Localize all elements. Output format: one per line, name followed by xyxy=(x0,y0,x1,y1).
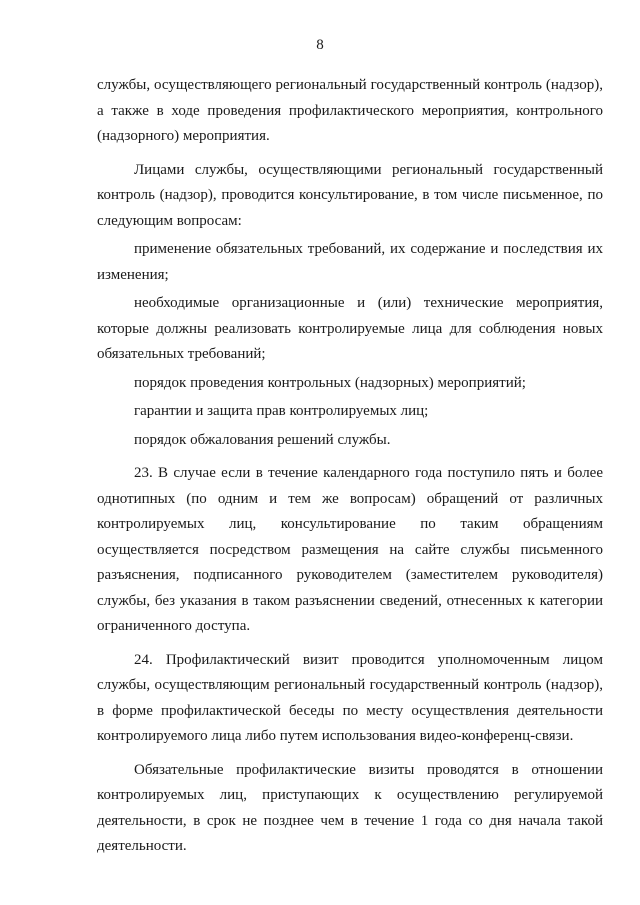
document-body xyxy=(97,73,603,860)
paragraph-consulting-intro: Лицами службы, осуществляющими региональный государственный контроль (надзор), проводится консультирование, в том числе письменное, по следующим вопросам: xyxy=(97,161,603,229)
paragraph-mandatory-visits: Обязательные профилактические визиты проводятся в отношении контролируемых лиц, приступающих к осуществлению регулируемой деятельности, в срок не позднее чем в течение 1 года со дня начала такой деятельности. xyxy=(97,761,603,854)
paragraph-item-23: 23. В случае если в течение календарного года поступило пять и более однотипных (по одним и тем же вопросам) обращений от различных контролируемых лиц, консультирование по таким обращениям осуществляется посредством размещения на сайте службы письменного разъяснения, подписанного руководителем (заместителем руководителя) службы, без указания в таком разъяснении сведений, отнесенных к категории ограниченного доступа. xyxy=(97,465,603,634)
list-item-requirements-application: применение обязательных требований, их содержание и последствия их изменения; xyxy=(97,241,603,283)
paragraph-item-24: 24. Профилактический визит проводится уполномоченным лицом службы, осуществляющим региональный государственный контроль (надзор), в форме профилактической беседы по месту осуществления деятельности контролируемого лица либо путем использования видео-конференц-связи. xyxy=(97,651,603,744)
list-item-technical-measures: необходимые организационные и (или) технические мероприятия, которые должны реализовать контролируемые лица для соблюдения новых обязательных требований; xyxy=(97,295,603,362)
page-number: 8 xyxy=(316,37,324,53)
list-item-rights-protection: гарантии и защита прав контролируемых лиц; xyxy=(134,403,429,419)
list-item-appeal-procedure: порядок обжалования решений службы. xyxy=(134,431,391,448)
list-item-control-procedure: порядок проведения контрольных (надзорных) мероприятий; xyxy=(134,374,526,391)
paragraph-continuation: службы, осуществляющего региональный государственный контроль (надзор), а также в ходе проведения профилактического мероприятия, контрольного (надзорного) мероприятия. xyxy=(97,77,603,144)
